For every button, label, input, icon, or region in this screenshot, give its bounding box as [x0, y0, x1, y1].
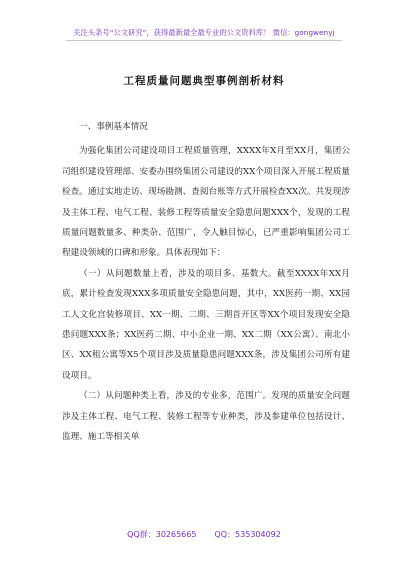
footer-qq-group: QQ群：30265665 [127, 530, 197, 539]
document-title: 工程质量问题典型事例剖析材料 [123, 75, 285, 87]
header-divider [66, 40, 342, 41]
paragraph-overview: 为强化集团公司建设项目工程质量管理，XXXX年X月至XX月，集团公司组织建设管理部、安委办围绕集团公司建设的XX个项目深入开展工程质量检查。通过实地走访、现场勘测、查阅台账等方式开展检查XX次。共发现涉及主体工程、电气工程、装修工程等质量安全隐患问题XXX个，发现的工程质量问题数量多、种类杂、范围广，令人触目惊心，已严重影响集团公司工程建设领域的口碑和形象。具体表现如下： [62, 146, 350, 259]
document-body [62, 117, 350, 448]
header-promo-note: 关注头条号“公文研究”，获得最新最全最专业的公文资料库！ 微信：gongwenyj [73, 28, 335, 37]
footer-contact [0, 529, 408, 540]
footer-qq: QQ：535304092 [214, 530, 281, 539]
section-heading: 一、事例基本情况 [79, 122, 148, 132]
paragraph-category: （二）从问题种类上看，涉及的专业多，范围广。发现的质量安全问题涉及主体工程、电气工程、装修工程等专业种类，涉及参建单位包括设计、监理、施工等相关单 [62, 391, 350, 443]
paragraph-quantity: （一）从问题数量上看，涉及的项目多、基数大。截至XXXX年XX月底，累计检查发现XXX多项质量安全隐患问题，其中，XX医药一期、XX园工人文化宫装修项目、XX一期、二期、三期首开区等XX个项目发现安全隐患问题XXX条；XX医药二期、中小企业一期、XX二期（XX公寓）、南北小区、XX租公寓等X5个项目涉及质量隐患问题XXX条，涉及集团公司所有建设项目。 [62, 268, 350, 381]
